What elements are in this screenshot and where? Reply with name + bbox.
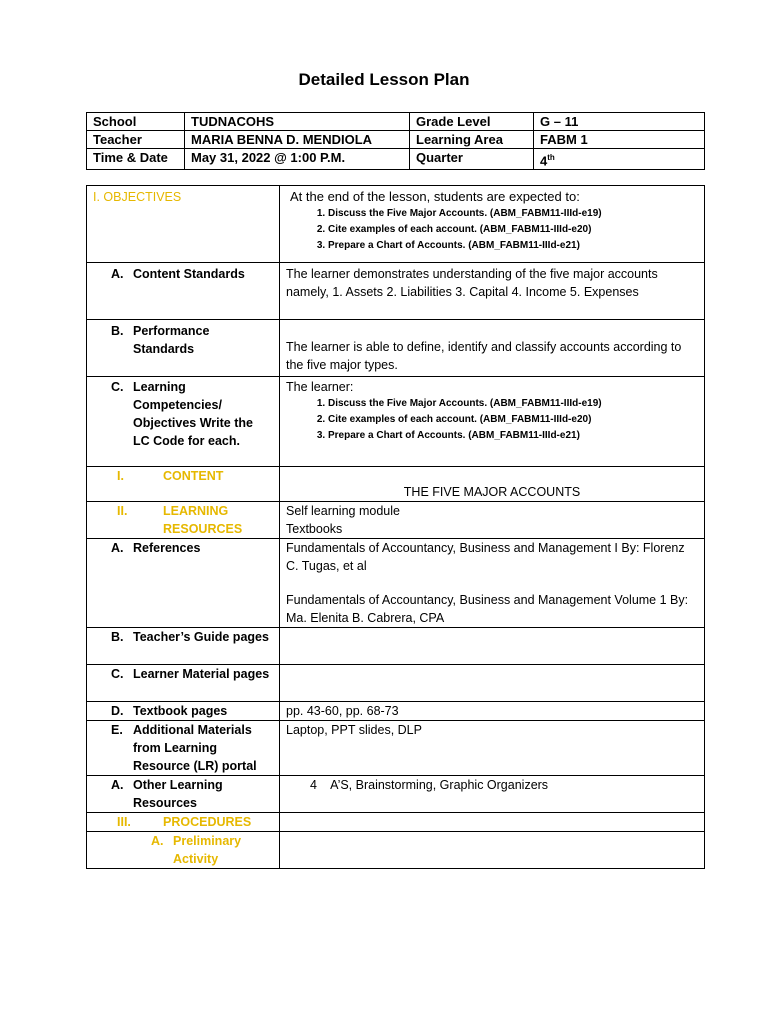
- info-row-teacher: [87, 131, 705, 149]
- content-standards-marker: A.: [111, 267, 124, 281]
- quarter-number: 4: [540, 153, 548, 169]
- quarter-suffix: th: [547, 153, 555, 162]
- references-row: [87, 539, 705, 628]
- list-item: 1. Discuss the Five Major Accounts. (ABM_FABM11-IIId-e19): [328, 396, 698, 412]
- resources-label: LEARNING RESOURCES: [163, 504, 243, 536]
- textbook-row: [87, 702, 705, 721]
- info-table: [86, 112, 705, 170]
- preliminary-row: [87, 832, 705, 869]
- references-marker: A.: [111, 541, 124, 555]
- objectives-intro: At the end of the lesson, students are expected to:: [290, 189, 580, 204]
- area-label: Learning Area: [410, 131, 534, 149]
- procedures-marker: III.: [117, 815, 131, 829]
- performance-standards-marker: B.: [111, 324, 124, 338]
- teachers-guide-row: [87, 628, 705, 665]
- content-text: THE FIVE MAJOR ACCOUNTS: [280, 467, 705, 502]
- competencies-row: [87, 377, 705, 467]
- other-marker: A.: [111, 778, 124, 792]
- performance-standards-label: Performance Standards: [133, 324, 210, 356]
- content-row: [87, 467, 705, 502]
- time-label: Time & Date: [87, 149, 185, 170]
- content-standards-text: The learner demonstrates understanding of the five major accounts namely, 1. Assets 2. Liabilities 3. Capital 4. Income 5. Expenses: [280, 263, 705, 320]
- competencies-marker: C.: [111, 380, 124, 394]
- textbook-label: Textbook pages: [133, 704, 228, 718]
- additional-marker: E.: [111, 723, 123, 737]
- lesson-plan-table: [86, 185, 705, 869]
- content-standards-row: [87, 263, 705, 320]
- teachers-guide-marker: B.: [111, 630, 124, 644]
- document-title: Detailed Lesson Plan: [298, 70, 470, 89]
- competencies-label: Learning Competencies/ Objectives Write the LC Code for each.: [133, 380, 253, 448]
- objectives-list: [286, 206, 698, 254]
- textbook-marker: D.: [111, 704, 124, 718]
- list-item: 3. Prepare a Chart of Accounts. (ABM_FABM11-IIId-e21): [328, 428, 698, 444]
- area-value: FABM 1: [534, 131, 705, 149]
- list-item: 3. Prepare a Chart of Accounts. (ABM_FABM11-IIId-e21): [328, 238, 698, 254]
- preliminary-marker: A.: [151, 834, 164, 848]
- school-value: TUDNACOHS: [185, 113, 410, 131]
- additional-materials-row: [87, 721, 705, 776]
- resources-line-2: Textbooks: [286, 522, 343, 536]
- textbook-text: pp. 43-60, pp. 68-73: [280, 702, 705, 721]
- learner-material-row: [87, 665, 705, 702]
- other-resources-row: [87, 776, 705, 813]
- teachers-guide-label: Teacher’s Guide pages: [133, 630, 269, 644]
- learner-material-marker: C.: [111, 667, 124, 681]
- quarter-label: Quarter: [410, 149, 534, 170]
- content-marker: I.: [117, 469, 124, 483]
- other-text: 4 A’S, Brainstorming, Graphic Organizers: [280, 776, 705, 813]
- time-value: May 31, 2022 @ 1:00 P.M.: [185, 149, 410, 170]
- teacher-value: MARIA BENNA D. MENDIOLA: [185, 131, 410, 149]
- learning-resources-row: [87, 502, 705, 539]
- content-standards-label: Content Standards: [133, 267, 245, 281]
- content-label: CONTENT: [163, 469, 224, 483]
- additional-label: Additional Materials from Learning Resource (LR) portal: [133, 723, 257, 773]
- competencies-intro: The learner:: [286, 380, 354, 394]
- teacher-label: Teacher: [87, 131, 185, 149]
- other-label: Other Learning Resources: [133, 778, 223, 810]
- quarter-value: [534, 149, 705, 170]
- school-label: School: [87, 113, 185, 131]
- list-item: 2. Cite examples of each account. (ABM_FABM11-IIId-e20): [328, 412, 698, 428]
- preliminary-label: Preliminary Activity: [173, 834, 242, 866]
- references-label: References: [133, 541, 201, 555]
- list-item: 1. Discuss the Five Major Accounts. (ABM_FABM11-IIId-e19): [328, 206, 698, 222]
- procedures-label: PROCEDURES: [163, 815, 252, 829]
- objectives-row: [87, 186, 705, 263]
- list-item: 2. Cite examples of each account. (ABM_FABM11-IIId-e20): [328, 222, 698, 238]
- grade-value: G – 11: [534, 113, 705, 131]
- reference-2: Fundamentals of Accountancy, Business and Management Volume 1 By: Ma. Elenita B. Cabrera, CPA: [286, 593, 689, 625]
- additional-text: Laptop, PPT slides, DLP: [280, 721, 705, 776]
- objectives-label: I. OBJECTIVES: [93, 190, 182, 204]
- resources-line-1: Self learning module: [286, 504, 400, 518]
- resources-marker: II.: [117, 504, 128, 518]
- info-row-school: [87, 113, 705, 131]
- procedures-row: [87, 813, 705, 832]
- performance-standards-row: [87, 320, 705, 377]
- reference-1: Fundamentals of Accountancy, Business and Management I By: Florenz C. Tugas, et al: [286, 541, 685, 573]
- info-row-time: [87, 149, 705, 170]
- performance-standards-text: The learner is able to define, identify and classify accounts according to the five major types.: [280, 320, 705, 377]
- competencies-list: [286, 396, 698, 444]
- grade-label: Grade Level: [410, 113, 534, 131]
- learner-material-label: Learner Material pages: [133, 667, 270, 681]
